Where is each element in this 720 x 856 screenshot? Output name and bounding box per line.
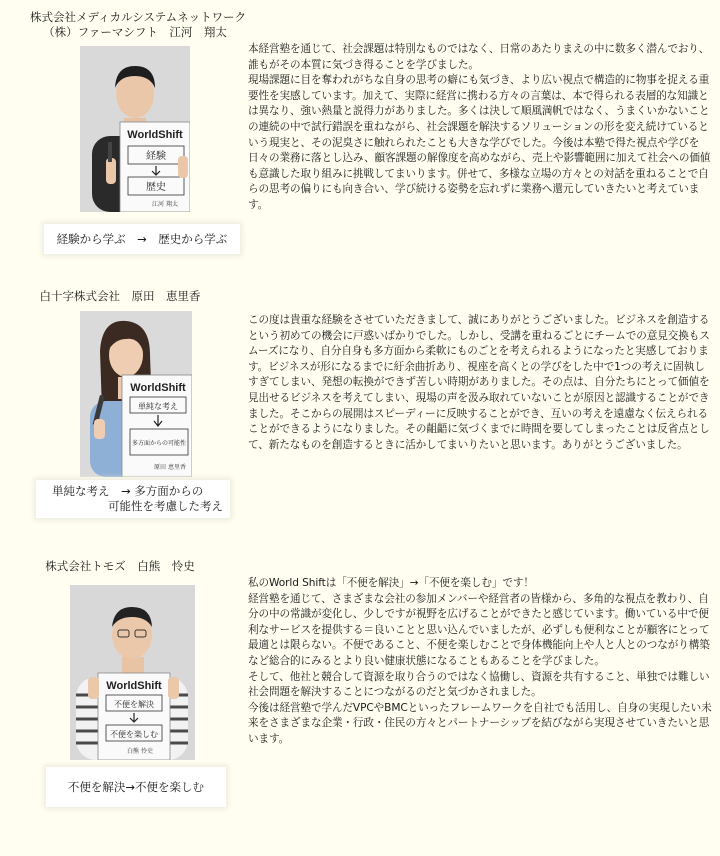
paragraph: 現場課題に目を奪われがちな自身の思考の癖にも気づき、より広い視点で構造的に物事を捉える重要性を実感しています。加えて、実際に経営に携わる方々の言葉は、本で得られる表層的な知識とは異なり、強い熱量と説得力がありました。多くは決して順風満帆ではなく、うまくいかないことの連続の中で試行錯誤を重ねながら、社会課題を解決するソリューションの形を変え続けているという現実と、その泥臭さに触れられたことも大きな学びでした。今後は本塾で得た視点や学びを日々の業務に落とし込み、顧客課題の解像度を高めながら、売上や影響範囲に加えて社会への価値も意識した取り組みに挑戦してまいります。併せて、多様な立場の方々との対話を重ねることで自らの思考の偏りにも向き合い、学び続ける姿勢を忘れずに業務へ還元していきたいと考えています。 [248, 74, 711, 211]
world-shift-caption [44, 224, 240, 254]
person-header [30, 10, 247, 40]
testimonial-entry [0, 555, 720, 805]
world-shift-caption [46, 767, 226, 807]
board-line-1: 不便を解決 [114, 700, 154, 709]
board-signature: 白熊 怜史 [127, 748, 153, 755]
company-name: 株式会社メディカルシステムネットワーク [30, 10, 247, 24]
company-and-name: 株式会社トモズ 白熊 怜史 [45, 559, 195, 573]
board-title: WorldShift [127, 129, 183, 141]
board-line-2: 不便を楽しむ [110, 730, 158, 739]
caption-text: 可能性を考慮した考え [108, 499, 223, 513]
testimonial-text [248, 313, 714, 453]
testimonial-entry [0, 285, 720, 535]
world-shift-caption [36, 480, 230, 518]
paragraph: 私のWorld Shiftは「不便を解決」→「不便を楽しむ」です！ [248, 577, 534, 589]
person-header [30, 289, 210, 304]
board-line-1: 経験 [146, 151, 166, 162]
testimonial-entry [0, 0, 720, 265]
caption-text: 経験から学ぶ → 歴史から学ぶ [56, 231, 228, 246]
paragraph: 本経営塾を通じて、社会課題は特別なものではなく、日常のあたりまえの中に数多く潜んでおり、誰もがその本質に気づき得ることを学びました。 [248, 43, 710, 71]
person-photo [70, 585, 195, 760]
paragraph: 今後は経営塾で学んだVPCやBMCといったフレームワークを自社でも活用し、自身の実現したい未来をさまざまな企業・行政・住民の方々とパートナーシップを結びながら実現させていきたいと思います。 [248, 701, 712, 745]
board-title: WorldShift [130, 382, 186, 394]
testimonial-text [248, 42, 714, 214]
caption-text: 不便を解決→不便を楽しむ [67, 779, 205, 794]
paragraph: この度は貴重な経験をさせていただきまして、誠にありがとうございました。ビジネスを創造するという初めての機会に戸惑いばかりでした。しかし、受講を重ねるごとにチームでの意見交換もスムーズになり、自分自身も多方面から柔軟にものごとを考えられるようになったと実感しております。ビジネスが形になるまでに紆余曲折あり、視座を高くとの学びをした中で1つの考えに固執しすぎてしまい、発想の転換ができず苦しい時期がありました。その点は、自分たちにとって価値を見出せるビジネスを考えてしまい、現場の声を汲み取れていないことが原因と認識することができました。そこからの展開はスピーディーに反映することができ、互いの考えを遠慮なく伝えられることができるようになりました。その齟齬に気づくまでに時間を要してしまったことは反省点として、新たなものを創造するときに活かしてまいりたいと思います。ありがとうございました。 [248, 314, 710, 451]
paragraph: 経営塾を通じて、さまざまな会社の参加メンバーや経営者の皆様から、多角的な視点を教わり、自分の中の常識が変化し、少しですが視野を広げることができたと感じています。働いている中で便利なサービスを提供する＝良いことと思い込んでいましたが、必ずしも便利なことが顧客にとって最適とは限らない。不便であること、不便を楽しむことで身体機能向上や人と人とのつながり構築など総合的にみるとより良い健康状態になることもあることを学びました。 [248, 592, 710, 667]
company-and-name: 白十字株式会社 原田 恵里香 [39, 289, 201, 303]
person-header [30, 559, 210, 574]
board-line-2: 歴史 [146, 182, 166, 193]
paragraph: そして、他社と競合して資源を取り合うのではなく協働し、資源を共有すること、単独では難しい社会問題を解決することにつながるのだと気づかされました。 [248, 670, 710, 699]
board-line-2: 多方面からの可能性 [131, 440, 187, 447]
testimonial-text [248, 576, 714, 748]
person-photo [80, 46, 190, 212]
board-signature: 江河 翔太 [152, 201, 178, 208]
caption-text: 単純な考え → 多方面からの [52, 484, 204, 498]
board-signature: 原田 恵里香 [154, 464, 186, 471]
person-name: （株）ファーマシフト 江河 翔太 [43, 25, 227, 39]
person-photo [80, 311, 192, 477]
board-line-1: 単純な考え [138, 402, 178, 411]
board-title: WorldShift [106, 680, 162, 692]
